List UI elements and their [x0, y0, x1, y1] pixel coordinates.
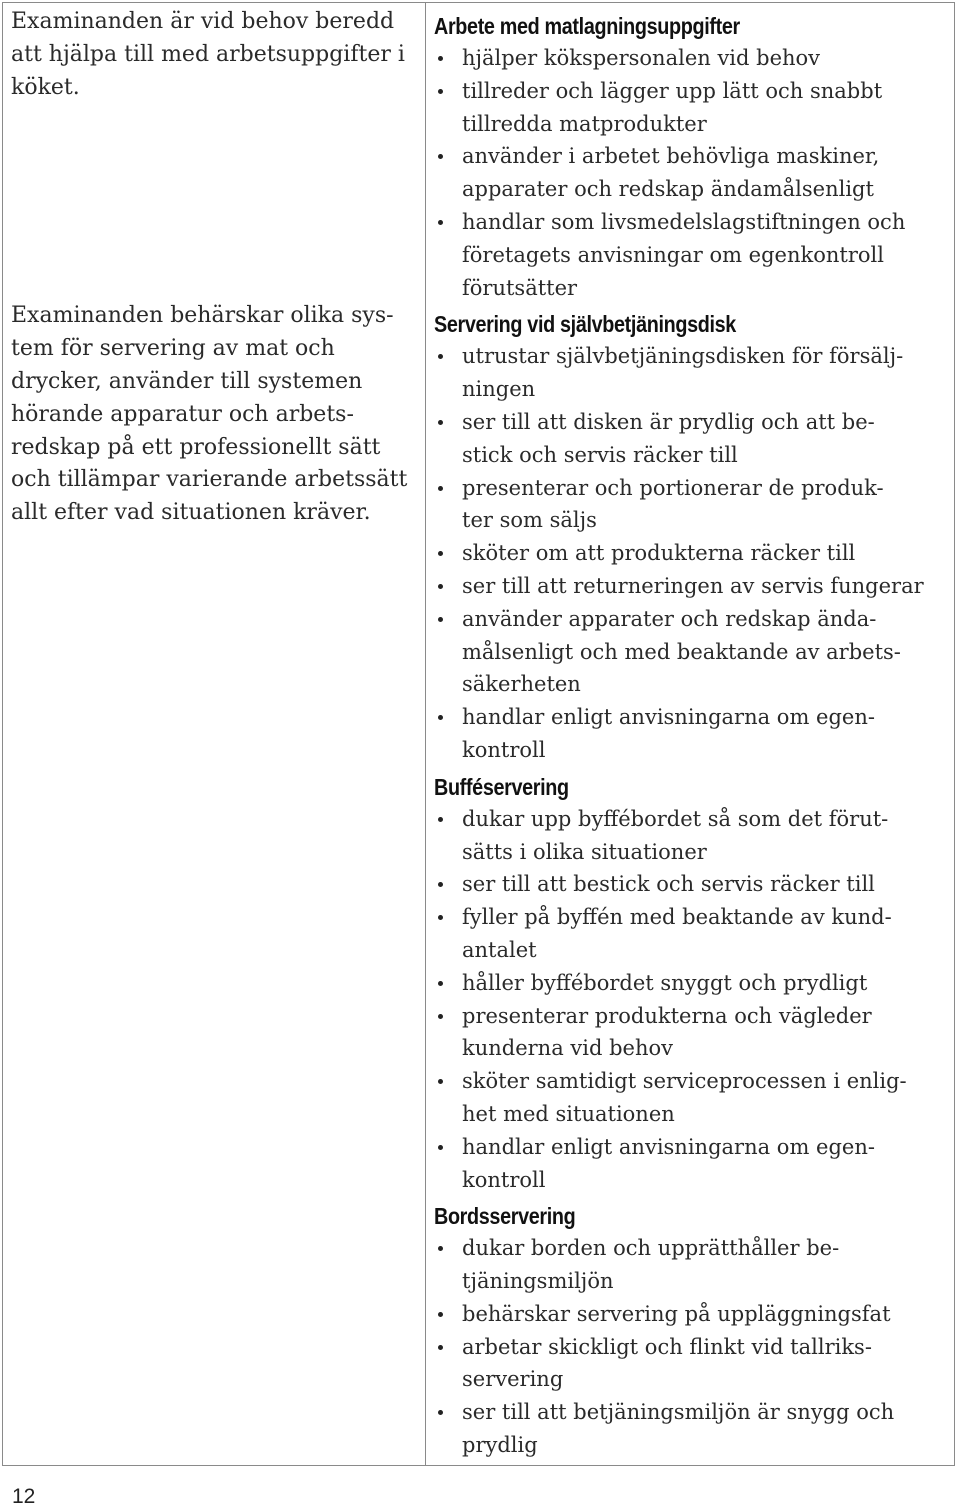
section-table-service	[434, 1200, 946, 1462]
list-item	[434, 1331, 946, 1397]
bullet-icon	[438, 882, 443, 887]
list-item	[434, 570, 946, 603]
list-item-text: ser till att disken är prydlig och att be- stick och servis räcker till	[462, 409, 875, 467]
bullet-list	[434, 1232, 946, 1462]
bullet-icon	[438, 220, 443, 225]
bullet-icon	[438, 154, 443, 159]
list-item-text: handlar som livsmedelslagstiftningen och företagets anvisningar om egenkontroll förutsätter	[462, 209, 906, 300]
list-item	[434, 901, 946, 967]
list-item-text: arbetar skickligt och flinkt vid tallriks- servering	[462, 1334, 872, 1392]
bullet-icon	[438, 1145, 443, 1150]
bullet-icon	[438, 715, 443, 720]
bullet-icon	[438, 1345, 443, 1350]
list-item	[434, 1298, 946, 1331]
list-item	[434, 140, 946, 206]
bullet-list	[434, 340, 946, 766]
bullet-icon	[438, 981, 443, 986]
bullet-icon	[438, 584, 443, 589]
list-item	[434, 701, 946, 767]
list-item	[434, 967, 946, 1000]
bullet-icon	[438, 1014, 443, 1019]
list-item-text: utrustar självbetjäningsdisken för försälj- ningen	[462, 344, 904, 402]
list-item-text: presenterar produkterna och vägleder kunderna vid behov	[462, 1003, 872, 1061]
bullet-icon	[438, 915, 443, 920]
list-item-text: handlar enligt anvisningarna om egen- kontroll	[462, 705, 875, 762]
bullet-icon	[438, 56, 443, 61]
bullet-icon	[438, 551, 443, 556]
list-item-text: hjälper kökspersonalen vid behov	[462, 46, 821, 70]
list-item	[434, 1131, 946, 1197]
section-heading: Bufféservering	[434, 773, 569, 800]
list-item	[434, 75, 946, 141]
section-self-service-counter	[434, 308, 946, 766]
list-item	[434, 472, 946, 538]
list-item	[434, 868, 946, 901]
list-item	[434, 603, 946, 701]
list-item	[434, 42, 946, 75]
list-item-text: fyller på byffén med beaktande av kund- antalet	[462, 905, 892, 962]
section-buffet-service	[434, 771, 946, 1197]
intro-paragraph: Examinanden är vid behov beredd att hjälpa till med arbetsuppgifter i köket.	[11, 9, 405, 100]
list-item-text: ser till att returneringen av servis fungerar	[462, 573, 924, 598]
list-item-text: håller byffébordet snyggt och prydligt	[462, 970, 868, 995]
list-item	[434, 1000, 946, 1066]
right-column	[426, 3, 954, 1465]
list-item	[434, 1396, 946, 1462]
bullet-list	[434, 42, 946, 304]
content-table	[2, 2, 955, 1466]
list-item	[434, 206, 946, 304]
list-item	[434, 537, 946, 570]
list-item	[434, 340, 946, 406]
list-item	[434, 803, 946, 869]
list-item-text: sköter om att produkterna räcker till	[462, 541, 856, 566]
section-cooking-tasks	[434, 10, 946, 304]
list-item-text: ser till att bestick och servis räcker till	[462, 872, 875, 897]
list-item-text: behärskar servering på uppläggningsfat	[462, 1301, 891, 1326]
list-item-text: använder apparater och redskap ända- målsenligt och med beaktande av arbets- säkerheten	[462, 606, 901, 697]
list-item-text: sköter samtidigt serviceprocessen i enlig- het med situationen	[462, 1069, 907, 1126]
section-heading: Arbete med matlagningsuppgifter	[434, 13, 740, 39]
bullet-icon	[438, 817, 443, 822]
section-heading: Servering vid självbetjäningsdisk	[434, 311, 736, 338]
bullet-icon	[438, 1410, 443, 1415]
list-item	[434, 1232, 946, 1298]
list-item-text: handlar enligt anvisningarna om egen- kontroll	[462, 1134, 875, 1192]
page-number: 12	[12, 1485, 36, 1508]
bullet-icon	[438, 420, 443, 425]
skills-paragraph: Examinanden behärskar olika sys- tem för servering av mat och drycker, använder till systemen hörande apparatur och arbets- redskap på ett professionellt sätt och tillämpar varierande arbetssätt allt efter vad situationen kräver.	[11, 303, 408, 526]
section-heading: Bordsservering	[434, 1203, 576, 1230]
bullet-icon	[438, 1079, 443, 1084]
list-item-text: dukar upp byffébordet så som det förut- sätts i olika situationer	[462, 806, 889, 864]
bullet-icon	[438, 617, 443, 622]
bullet-icon	[438, 1312, 443, 1317]
bullet-icon	[438, 89, 443, 94]
list-item-text: tillreder och lägger upp lätt och snabbt tillredda matprodukter	[462, 78, 883, 136]
bullet-icon	[438, 486, 443, 491]
bullet-icon	[438, 1246, 443, 1251]
left-column	[3, 3, 426, 1465]
list-item-text: använder i arbetet behövliga maskiner, apparater och redskap ändamålsenligt	[462, 144, 880, 202]
bullet-list	[434, 803, 946, 1197]
list-item-text: presenterar och portionerar de produk- ter som säljs	[462, 475, 884, 533]
list-item	[434, 1065, 946, 1131]
list-item-text: ser till att betjäningsmiljön är snygg och prydlig	[462, 1400, 895, 1458]
bullet-icon	[438, 354, 443, 359]
list-item	[434, 406, 946, 472]
list-item-text: dukar borden och upprätthåller be- tjäningsmiljön	[462, 1236, 840, 1294]
